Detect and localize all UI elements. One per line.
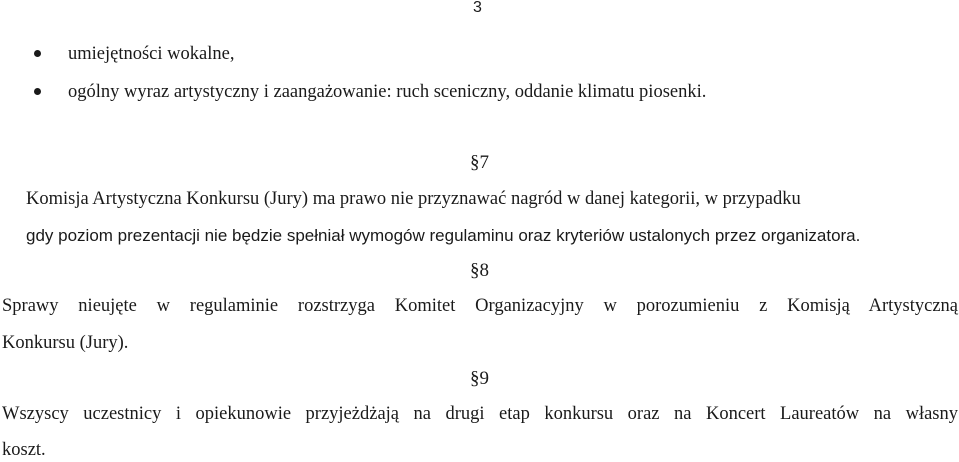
bullet-icon (34, 50, 41, 57)
section-9-heading: §9 (470, 368, 489, 389)
list-item-text: umiejętności wokalne, (68, 44, 235, 64)
section-8-line-1: Sprawy nieujęte w regulaminie rozstrzyga Komitet Organizacyjny w porozumieniu z Komisją Artystyczną (2, 296, 958, 316)
bullet-icon (34, 88, 41, 95)
section-8-heading: §8 (470, 260, 489, 281)
section-9-line-2: koszt. (2, 440, 46, 460)
list-item-text: ogólny wyraz artystyczny i zaangażowanie: ruch sceniczny, oddanie klimatu piosenki. (68, 82, 707, 102)
section-9-line-1: Wszyscy uczestnicy i opiekunowie przyjeżdżają na drugi etap konkursu oraz na Koncert Laureatów na własny (2, 404, 958, 424)
section-7-line-2: gdy poziom prezentacji nie będzie spełniał wymogów regulaminu oraz kryteriów ustalonych przez organizatora. (26, 226, 861, 245)
section-7-line-1: Komisja Artystyczna Konkursu (Jury) ma prawo nie przyznawać nagród w danej kategorii, w przypadku (26, 189, 801, 209)
page-number: 3 (473, 0, 482, 16)
section-7-heading: §7 (470, 152, 489, 173)
section-8-line-2: Konkursu (Jury). (2, 333, 129, 353)
